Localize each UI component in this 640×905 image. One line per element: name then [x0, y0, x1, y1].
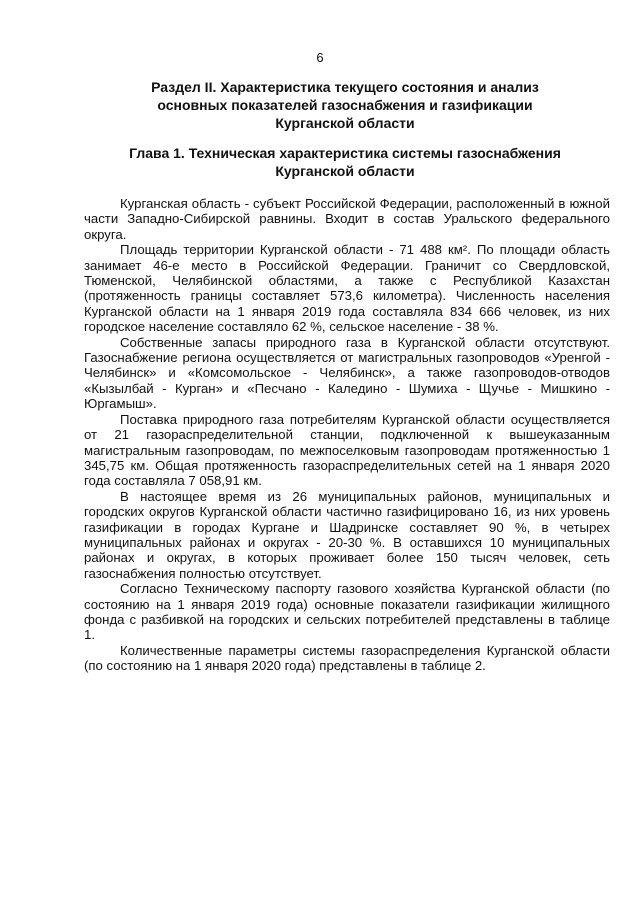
- paragraph-area-population: Площадь территории Курганской области - 71 488 км². По площади область занимает 46-е место в Российской Федерации. Граничит со Свердловской, Тюменской, Челябинской областями, а также с Республикой Казахстан (протяженность границы составляет 573,6 километра). Численность населения Курганской области на 1 января 2019 года составляла 834 666 человек, из них городское население составляло 62 %, сельское население - 38 %.: [84, 242, 610, 335]
- section-title-line: основных показателей газоснабжения и газификации: [157, 97, 533, 113]
- paragraph-technical-passport: Согласно Техническому паспорту газового хозяйства Курганской области (по состоянию на 1 января 2019 года) основные показатели газификации жилищного фонда с разбивкой на городских и сельских потребителей представлены в таблице 1.: [84, 581, 610, 643]
- chapter-title-line: Курганской области: [275, 163, 415, 179]
- paragraph-region-overview: Курганская область - субъект Российской Федерации, расположенный в южной части Западно-Сибирской равнины. Входит в состав Уральского федерального округа.: [84, 196, 610, 242]
- section-title: [100, 78, 590, 132]
- body-text: [84, 196, 610, 674]
- section-title-line: Раздел II. Характеристика текущего состояния и анализ: [151, 79, 539, 95]
- page-number: 6: [316, 50, 324, 65]
- chapter-title: [100, 144, 590, 180]
- paragraph-quantitative-parameters: Количественные параметры системы газораспределения Курганской области (по состоянию на 1 января 2020 года) представлены в таблице 2.: [84, 642, 610, 674]
- paragraph-gasification-level: В настоящее время из 26 муниципальных районов, муниципальных и городских округов Курганской области частично газифицировано 16, из них уровень газификации в городах Кургане и Шадринске составляет 90 %, в четырех муниципальных районах и округах - 20-30 %. В оставшихся 10 муниципальных районах и округах, в которых проживает более 150 тысяч человек, сеть газоснабжения полностью отсутствует.: [84, 488, 610, 581]
- chapter-title-line: Глава 1. Техническая характеристика системы газоснабжения: [129, 145, 561, 161]
- section-title-line: Курганской области: [275, 115, 415, 131]
- paragraph-gas-reserves: Собственные запасы природного газа в Курганской области отсутствуют. Газоснабжение региона осуществляется от магистральных газопроводов «Уренгой - Челябинск» и «Комсомольское - Челябинск», а также газопроводов-отводов «Кызылбай - Курган» и «Песчано - Каледино - Шумиха - Щучье - Мишкино - Юргамыш».: [84, 334, 610, 412]
- paragraph-gas-supply: Поставка природного газа потребителям Курганской области осуществляется от 21 газораспределительной станции, подключенной к вышеуказанным магистральным газопроводам, по межпоселковым газопроводам протяженностью 1 345,75 км. Общая протяженность газораспределительных сетей на 1 января 2020 года составляла 7 058,91 км.: [84, 411, 610, 489]
